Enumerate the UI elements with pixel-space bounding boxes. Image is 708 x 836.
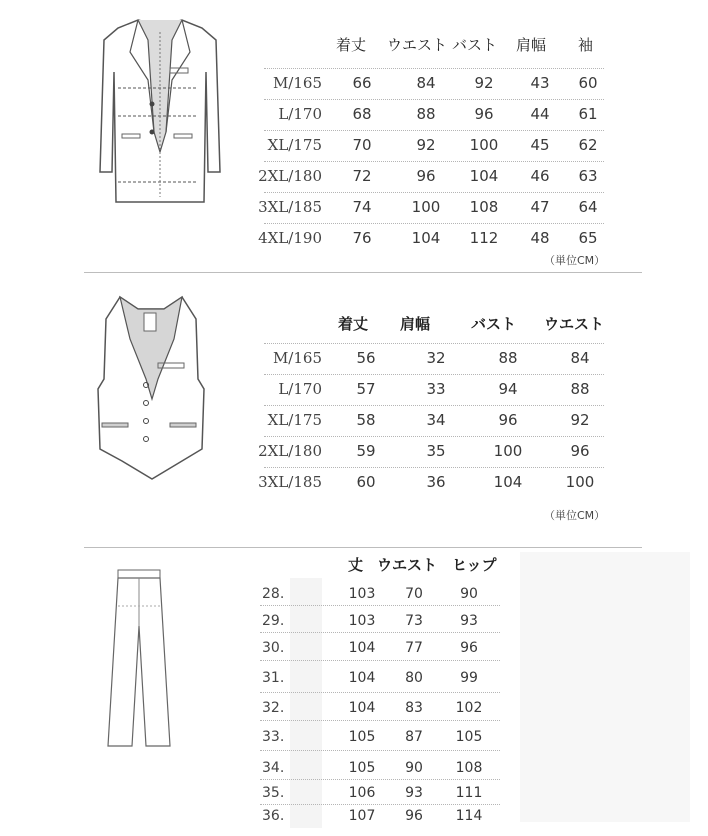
cell: 92 (416, 136, 436, 154)
row-divider (260, 692, 500, 693)
pants-header-length: 丈 (348, 556, 364, 574)
cell: 104 (469, 167, 499, 185)
table-row (250, 101, 610, 131)
cell: 94 (498, 380, 518, 398)
table-row (250, 132, 610, 162)
table-row (250, 345, 610, 375)
cell: 57 (356, 380, 376, 398)
vest-size-table (250, 309, 610, 499)
cell: 34 (426, 411, 446, 429)
cell: 44 (530, 105, 550, 123)
cell: 112 (469, 229, 499, 247)
jacket-header-length: 着丈 (336, 36, 367, 54)
pants-illustration (104, 566, 174, 752)
cell: 99 (460, 670, 478, 686)
pants-size-table (252, 552, 512, 828)
row-divider (260, 660, 500, 661)
cell: 63 (578, 167, 598, 185)
cell: 90 (405, 760, 423, 776)
cell: 88 (498, 349, 518, 367)
cell: 96 (405, 808, 423, 824)
cell: 111 (455, 785, 483, 801)
background-panel (520, 552, 690, 822)
cell: 96 (474, 105, 494, 123)
unit-note: （単位CM） (544, 254, 606, 267)
cell: 70 (352, 136, 372, 154)
cell: 100 (565, 473, 595, 491)
unit-note: （単位CM） (544, 509, 606, 522)
cell: 84 (416, 74, 436, 92)
row-divider (260, 750, 500, 751)
cell: 77 (405, 640, 423, 656)
table-row (250, 469, 610, 499)
jacket-header-shoulder: 肩幅 (516, 36, 547, 54)
size-label: 35. (262, 785, 285, 801)
vest-header-length: 着丈 (338, 315, 369, 333)
pants-section (0, 548, 708, 832)
vest-header-bust: バスト (471, 315, 517, 333)
cell: 88 (416, 105, 436, 123)
cell: 64 (578, 198, 598, 216)
table-row (252, 698, 512, 728)
cell: 96 (570, 442, 590, 460)
table-row (250, 163, 610, 193)
cell: 58 (356, 411, 376, 429)
cell: 47 (530, 198, 550, 216)
cell: 90 (460, 586, 478, 602)
jacket-size-table (250, 30, 610, 260)
size-label: 3XL/185 (258, 473, 322, 491)
size-label: 36. (262, 808, 285, 824)
size-label: 4XL/190 (258, 229, 322, 247)
cell: 83 (405, 700, 423, 716)
cell: 106 (348, 785, 376, 801)
cell: 105 (348, 729, 376, 745)
cell: 105 (348, 760, 376, 776)
jacket-header-bust: バスト (452, 36, 498, 54)
cell: 80 (405, 670, 423, 686)
cell: 59 (356, 442, 376, 460)
jacket-header-waist: ウエスト (387, 36, 448, 54)
table-row (250, 194, 610, 224)
cell: 114 (455, 808, 483, 824)
cell: 102 (455, 700, 483, 716)
cell: 56 (356, 349, 376, 367)
row-divider (260, 605, 500, 606)
row-divider (264, 192, 604, 193)
cell: 105 (455, 729, 483, 745)
cell: 104 (348, 700, 376, 716)
cell: 32 (426, 349, 446, 367)
row-divider (264, 99, 604, 100)
cell: 72 (352, 167, 372, 185)
row-divider (260, 779, 500, 780)
size-label: M/165 (272, 349, 322, 367)
cell: 65 (578, 229, 598, 247)
row-divider (264, 436, 604, 437)
cell: 60 (578, 74, 598, 92)
size-label: XL/175 (267, 411, 322, 429)
cell: 43 (530, 74, 550, 92)
table-row (250, 70, 610, 100)
vest-section (0, 273, 708, 547)
size-label: 29. (262, 613, 285, 629)
cell: 104 (348, 670, 376, 686)
row-divider (260, 720, 500, 721)
cell: 36 (426, 473, 446, 491)
cell: 100 (493, 442, 523, 460)
cell: 93 (405, 785, 423, 801)
cell: 61 (578, 105, 598, 123)
size-label: 28. (262, 586, 285, 602)
cell: 84 (570, 349, 590, 367)
size-label: 31. (262, 670, 285, 686)
cell: 88 (570, 380, 590, 398)
row-divider (264, 161, 604, 162)
size-label: 2XL/180 (258, 442, 322, 460)
cell: 35 (426, 442, 446, 460)
cell: 68 (352, 105, 372, 123)
cell: 73 (405, 613, 423, 629)
row-divider (260, 632, 500, 633)
pants-header-waist: ウエスト (377, 556, 438, 574)
jacket-header-sleeve: 袖 (578, 36, 594, 54)
cell: 103 (348, 586, 376, 602)
row-divider (264, 467, 604, 468)
cell: 76 (352, 229, 372, 247)
table-row (252, 727, 512, 757)
cell: 92 (474, 74, 494, 92)
size-label: M/165 (272, 74, 322, 92)
table-row (250, 225, 610, 255)
cell: 104 (348, 640, 376, 656)
cell: 48 (530, 229, 550, 247)
table-row (250, 438, 610, 468)
jacket-section (0, 0, 708, 272)
cell: 33 (426, 380, 446, 398)
table-row (252, 611, 512, 641)
cell: 96 (416, 167, 436, 185)
size-label: 33. (262, 729, 285, 745)
size-label: 3XL/185 (258, 198, 322, 216)
cell: 96 (460, 640, 478, 656)
cell: 100 (411, 198, 441, 216)
cell: 104 (493, 473, 523, 491)
row-divider (264, 343, 604, 344)
cell: 108 (455, 760, 483, 776)
cell: 46 (530, 167, 550, 185)
table-row (252, 638, 512, 668)
row-divider (264, 130, 604, 131)
cell: 70 (405, 586, 423, 602)
vest-illustration (86, 289, 216, 489)
pants-header-hip: ヒップ (452, 556, 497, 574)
size-label: 34. (262, 760, 285, 776)
cell: 74 (352, 198, 372, 216)
cell: 62 (578, 136, 598, 154)
cell: 96 (498, 411, 518, 429)
cell: 108 (469, 198, 499, 216)
size-label: XL/175 (267, 136, 322, 154)
size-label: 2XL/180 (258, 167, 322, 185)
size-label: 32. (262, 700, 285, 716)
row-divider (264, 405, 604, 406)
cell: 103 (348, 613, 376, 629)
size-label: L/170 (278, 105, 322, 123)
cell: 107 (348, 808, 376, 824)
cell: 104 (411, 229, 441, 247)
table-row (252, 668, 512, 698)
cell: 92 (570, 411, 590, 429)
cell: 60 (356, 473, 376, 491)
size-label: 30. (262, 640, 285, 656)
row-divider (260, 804, 500, 805)
cell: 93 (460, 613, 478, 629)
row-divider (264, 68, 604, 69)
cell: 66 (352, 74, 372, 92)
cell: 45 (530, 136, 550, 154)
table-row (252, 584, 512, 614)
row-divider (264, 374, 604, 375)
vest-header-shoulder: 肩幅 (400, 315, 431, 333)
jacket-illustration (90, 12, 230, 212)
table-row (250, 376, 610, 406)
cell: 87 (405, 729, 423, 745)
table-row (250, 407, 610, 437)
row-divider (264, 223, 604, 224)
size-label: L/170 (278, 380, 322, 398)
cell: 100 (469, 136, 499, 154)
vest-header-waist: ウエスト (544, 315, 605, 333)
